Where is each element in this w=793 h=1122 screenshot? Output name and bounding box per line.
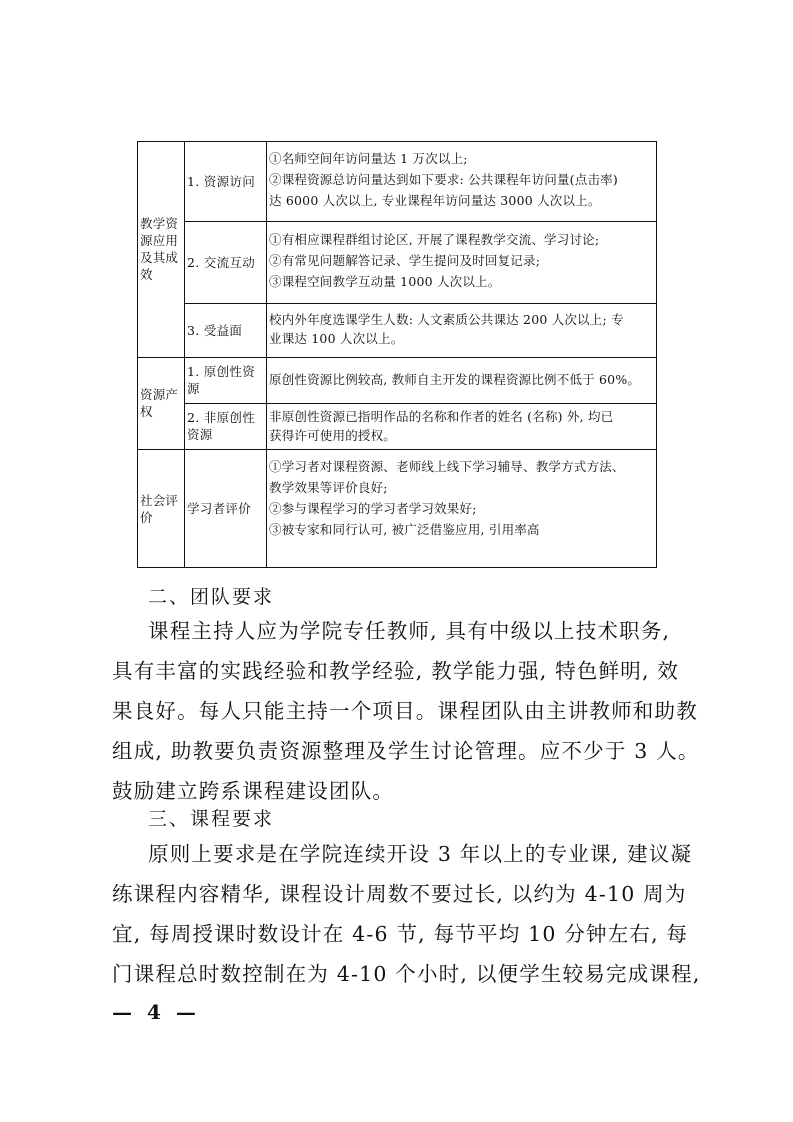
criteria-line: 原创性资源比例较高, 教师自主开发的课程资源比例不低于 60%。 xyxy=(269,372,641,387)
section-heading: 二、团队要求 xyxy=(148,586,275,608)
item-label: 2. 非原创性资源 xyxy=(187,410,255,442)
paragraph-line: 课程主持人应为学院专任教师, 具有中级以上技术职务, xyxy=(148,619,671,643)
item-label: 1. 资源访问 xyxy=(187,173,255,189)
category-cell xyxy=(140,141,184,357)
paragraph-line: 具有丰富的实践经验和教学经验, 教学能力强, 特色鲜明, 效 xyxy=(112,659,680,683)
criteria-line: ③被专家和同行认可, 被广泛借鉴应用, 引用率高 xyxy=(269,522,540,537)
item-label: 1. 原创性资源 xyxy=(187,364,255,396)
criteria-line: ①有相应课程群组讨论区, 开展了课程教学交流、学习讨论; xyxy=(269,232,600,247)
criteria-line: ②有常见问题解答记录、学生提问及时回复记录; xyxy=(269,253,541,268)
criteria-cell xyxy=(269,310,655,348)
criteria-line: ①学习者对课程资源、老师线上线下学习辅导、教学方式方法、 xyxy=(269,459,625,474)
column-divider xyxy=(184,141,185,568)
item-cell xyxy=(187,357,267,403)
section-paragraph xyxy=(112,834,701,994)
category-label: 社会评价 xyxy=(140,492,179,525)
item-label: 3. 受益面 xyxy=(187,322,243,338)
item-label: 2. 交流互动 xyxy=(187,254,255,270)
paragraph-line: 练课程内容精华, 课程设计周数不要过长, 以约为 4-10 周为 xyxy=(112,882,687,906)
criteria-line: 业课达 100 人次以上。 xyxy=(269,331,404,346)
criteria-line: ①名师空间年访问量达 1 万次以上; xyxy=(269,151,468,166)
criteria-cell xyxy=(269,229,655,292)
evaluation-table xyxy=(137,141,657,568)
paragraph-line: 原则上要求是在学院连续开设 3 年以上的专业课, 建议凝 xyxy=(148,842,693,866)
paragraph-line: 果良好。每人只能主持一个项目。课程团队由主讲教师和助教 xyxy=(112,699,698,723)
page-number: — 4 — xyxy=(112,1000,200,1024)
category-cell xyxy=(140,449,184,568)
category-label: 资源产权 xyxy=(140,387,179,419)
item-cell xyxy=(187,221,267,303)
item-cell xyxy=(187,141,267,221)
paragraph-line: 宜, 每周授课时数设计在 4-6 节, 每节平均 10 分钟左右, 每 xyxy=(112,922,689,946)
item-cell xyxy=(187,303,267,357)
category-label: 教学资源应用及其成效 xyxy=(140,216,179,282)
criteria-line: 校内外年度选课学生人数: 人文素质公共课达 200 人次以上; 专 xyxy=(269,312,624,327)
paragraph-line: 鼓励建立跨系课程建设团队。 xyxy=(112,779,395,803)
criteria-line: ②参与课程学习的学习者学习效果好; xyxy=(269,501,477,516)
section-paragraph xyxy=(112,611,700,811)
paragraph-line: 组成, 助教要负责资源整理及学生讨论管理。应不少于 3 人。 xyxy=(112,739,700,763)
criteria-cell xyxy=(269,456,655,540)
section-heading: 三、课程要求 xyxy=(148,808,275,830)
paragraph-line: 门课程总时数控制在为 4-10 个小时, 以便学生较易完成课程, xyxy=(112,962,701,986)
item-cell xyxy=(187,449,267,568)
criteria-cell xyxy=(269,407,655,445)
criteria-line: ②课程资源总访问量达到如下要求: 公共课程年访问量(点击率) xyxy=(269,172,618,187)
category-cell xyxy=(140,357,184,449)
criteria-cell xyxy=(269,148,655,211)
criteria-line: 非原创性资源已指明作品的名称和作者的姓名 (名称) 外, 均已 xyxy=(269,409,614,424)
item-cell xyxy=(187,403,267,449)
criteria-line: 达 6000 人次以上, 专业课程年访问量达 3000 人次以上。 xyxy=(269,193,601,208)
item-label: 学习者评价 xyxy=(187,501,252,516)
criteria-cell xyxy=(269,369,655,391)
criteria-line: 教学效果等评价良好; xyxy=(269,480,388,495)
criteria-line: 获得许可使用的授权。 xyxy=(269,428,397,443)
criteria-line: ③课程空间教学互动量 1000 人次以上。 xyxy=(269,274,501,289)
